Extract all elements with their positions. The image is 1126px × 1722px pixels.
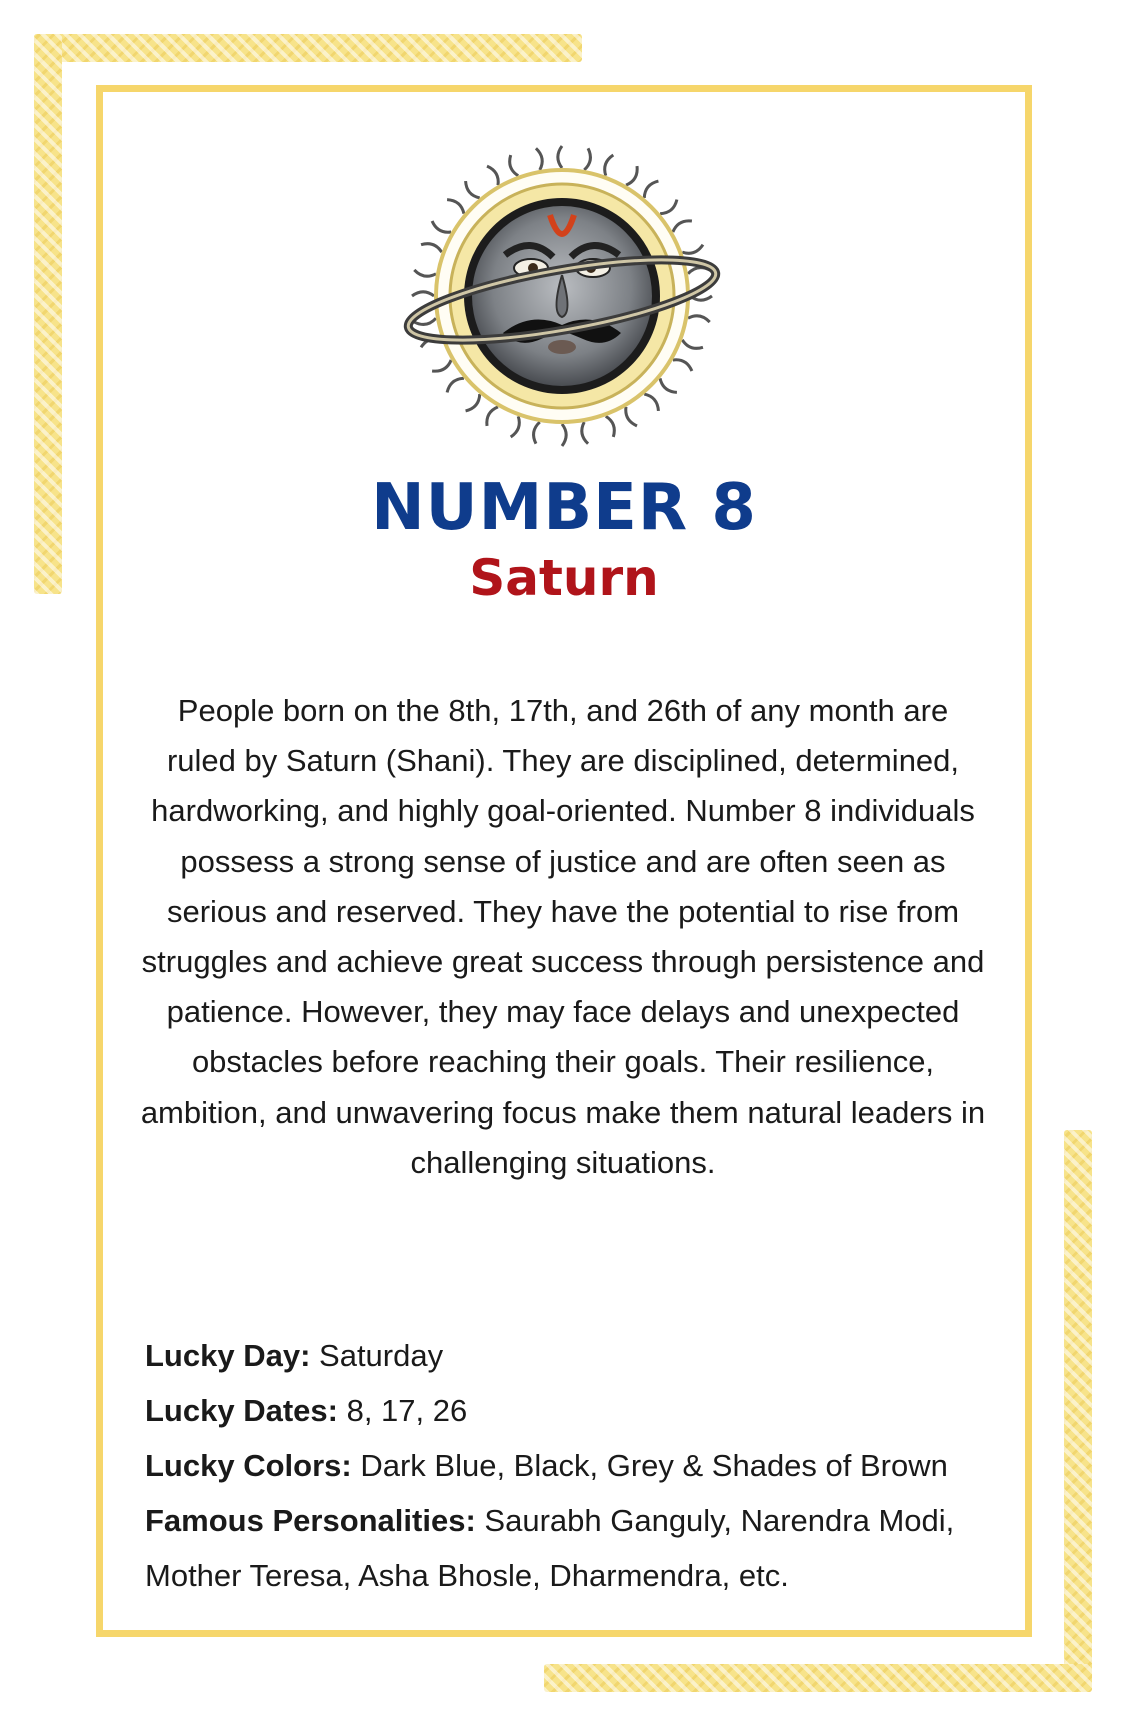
sun-ray <box>688 316 710 322</box>
sun-ray <box>606 416 615 437</box>
sun-ray <box>432 360 451 371</box>
lucky-dates-value: 8, 17, 26 <box>346 1393 468 1428</box>
lucky-day-value: Saturday <box>319 1338 444 1373</box>
sun-ray <box>673 221 692 232</box>
lucky-dates-label: Lucky Dates: <box>145 1393 338 1428</box>
sun-ray <box>644 181 658 198</box>
sun-ray <box>466 181 480 198</box>
sun-ray <box>605 155 614 176</box>
sun-ray <box>534 422 540 444</box>
decorative-braid-top-left-horizontal <box>34 34 582 62</box>
famous-personalities-label: Famous Personalities: <box>145 1503 476 1538</box>
sun-ray <box>644 394 658 411</box>
sun-ray <box>626 407 637 426</box>
sun-ray <box>682 340 703 349</box>
sun-ray <box>673 360 692 371</box>
sun-ray <box>510 155 519 176</box>
decorative-braid-bottom-right-horizontal <box>544 1664 1092 1692</box>
number-description: People born on the 8th, 17th, and 26th of any month are ruled by Saturn (Shani). They are disciplined, determined, hardworking, and highly goal-oriented. Number 8 individuals possess a strong sense of justice and are often seen as serious and reserved. They have the potential to rise from struggles and achieve great success through persistence and patience. However, they may face delays and unexpected obstacles before reaching their goals. Their resilience, ambition, and unwavering focus make them natural leaders in challenging situations. <box>140 693 986 1180</box>
page-title: NUMBER 8 <box>371 471 757 545</box>
sun-ray <box>682 245 703 254</box>
sun-ray <box>582 422 588 444</box>
lucky-dates-row <box>145 1383 1015 1438</box>
lucky-colors-row <box>145 1438 1015 1493</box>
sun-ray <box>562 424 566 446</box>
sun-ray <box>447 200 464 214</box>
sun-ray <box>487 407 498 426</box>
lucky-day-row <box>145 1328 1015 1383</box>
famous-personalities-value: Saurabh Ganguly, Narendra Modi, Mother Teresa, Asha Bhosle, Dharmendra, etc. <box>145 1503 955 1593</box>
sun-ray <box>414 270 436 276</box>
famous-personalities-row <box>145 1493 1015 1603</box>
sun-ray <box>626 166 637 185</box>
sun-ray <box>412 292 434 296</box>
lucky-facts-list <box>145 1328 1015 1603</box>
sun-ray <box>511 416 520 437</box>
sun-ray <box>421 244 442 253</box>
lucky-colors-label: Lucky Colors: <box>145 1448 352 1483</box>
lucky-colors-value: Dark Blue, Black, Grey & Shades of Brown <box>360 1448 948 1483</box>
sun-ray <box>432 221 451 232</box>
saturn-deity-face-icon <box>401 135 723 457</box>
sun-ray <box>487 166 498 185</box>
sun-ray <box>558 146 562 168</box>
sun-ray <box>536 148 542 170</box>
lucky-day-label: Lucky Day: <box>145 1338 311 1373</box>
sun-ray <box>466 394 480 411</box>
sun-ray <box>447 378 464 392</box>
planet-subtitle: Saturn <box>469 549 659 607</box>
decorative-braid-bottom-right-vertical <box>1064 1130 1092 1692</box>
sun-ray <box>584 148 590 170</box>
decorative-braid-top-left-vertical <box>34 34 62 594</box>
sun-ray <box>660 378 677 392</box>
sun-ray <box>660 200 677 214</box>
